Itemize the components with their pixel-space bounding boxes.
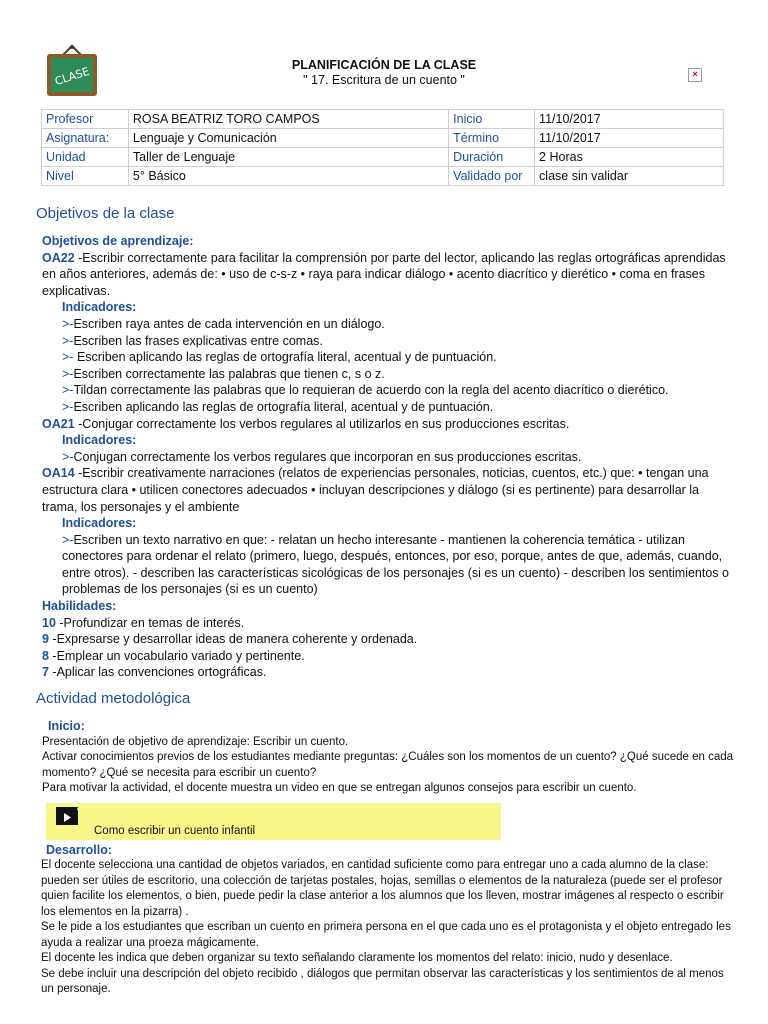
page-subtitle: " 17. Escritura de un cuento " — [303, 73, 465, 87]
video-link[interactable] — [46, 803, 501, 840]
table-row — [42, 148, 724, 167]
inicio-paragraph: Presentación de objetivo de aprendizaje: Escribir un cuento. — [42, 735, 349, 748]
unidad-label: Unidad — [42, 148, 129, 167]
indicator-item: >-Escriben correctamente las palabras que tienen c, s o z. — [62, 366, 385, 381]
desarrollo-paragraph: El docente selecciona una cantidad de objetos variados, en cantidad suficiente como para entregar uno a cada alumno de la clase: pueden ser útiles de escritorio, una colección de tarjetas postales, hojas, semillas o elementos de la naturaleza (puede ser el profesor quien facilite los elementos, o bien, puede pedir la clase anterior a los alumnos que los lleven, mostrar imágenes al respecto o escribir los elementos en la pizarra) . — [41, 859, 724, 918]
habilidad-item: 7 -Aplicar las convenciones ortográficas. — [42, 665, 267, 680]
termino-label: Término — [449, 129, 535, 148]
oa14-text: -Escribir creativamente narraciones (relatos de experiencias personales, noticias, cuentos, etc.) que: • tengan una estructura clara • utilicen conectores adecuados • incluyan descripciones y diálogo (si es pertinente) para desarrollar la trama, los personajes y el ambiente — [42, 466, 709, 514]
desarrollo-paragraph: Se le pide a los estudiantes que escriban un cuento en primera persona en el que cada uno es el protagonista y el objeto entregado les ayuda a realizar una proeza mágicamente. — [41, 921, 731, 949]
indicator-item: >-Tildan correctamente las palabras que lo requieran de acuerdo con la regla del acento diacrítico o dierético. — [62, 383, 669, 398]
unidad-value: Taller de Lenguaje — [128, 148, 448, 167]
asignatura-label: Asignatura: — [42, 129, 129, 148]
oa14-objective — [42, 465, 736, 515]
oa22-text: -Escribir correctamente para facilitar la comprensión por parte del lector, aplicando las reglas ortográficas aprendidas en años anteriores, además de: • uso de c-s-z • raya para indicar diálogo • acento diacrítico y dierético • coma en frases explicativas. — [42, 250, 726, 298]
termino-value: 11/10/2017 — [535, 129, 724, 148]
objetivos-heading: Objetivos de la clase — [36, 205, 175, 222]
main-content — [36, 204, 736, 998]
validado-value: clase sin validar — [535, 167, 724, 186]
svg-text:CLASE: CLASE — [53, 64, 92, 89]
actividad-heading: Actividad metodológica — [36, 690, 191, 708]
inicio-heading: Inicio: — [48, 719, 85, 734]
duracion-label: Duración — [449, 148, 535, 167]
desarrollo-heading: Desarrollo: — [46, 842, 112, 857]
table-row — [42, 110, 724, 129]
oa21-objective — [42, 416, 736, 433]
video-icon — [56, 807, 78, 825]
video-label[interactable]: Como escribir un cuento infantil — [94, 824, 256, 837]
habilidad-item: 10 -Profundizar en temas de interés. — [42, 615, 245, 630]
asignatura-value: Lenguaje y Comunicación — [128, 129, 448, 148]
oa14-code: OA14 — [42, 466, 75, 481]
oa22-objective — [42, 250, 736, 300]
aprendizaje-heading: Objetivos de aprendizaje: — [42, 234, 194, 248]
profesor-label: Profesor — [42, 110, 129, 129]
oa22-code: OA22 — [42, 250, 75, 265]
close-icon[interactable]: × — [688, 68, 702, 82]
indicator-item: >-Escriben aplicando las reglas de ortografía literal, acentual y de puntuación. — [62, 399, 494, 414]
desarrollo-paragraph: El docente les indica que deben organizar su texto señalando claramente los momentos del relato: inicio, nudo y desenlace. — [41, 952, 673, 965]
page-title: PLANIFICACIÓN DE LA CLASE — [291, 58, 477, 72]
duracion-value: 2 Horas — [535, 148, 724, 167]
class-info-table — [41, 109, 724, 186]
indicator-item: >-Conjugan correctamente los verbos regulares que incorporan en sus producciones escritas. — [62, 449, 582, 464]
inicio-paragraph: Para motivar la actividad, el docente muestra un video en que se entregan algunos consejos para escribir un cuento. — [42, 782, 637, 795]
indicadores-heading: Indicadores: — [62, 516, 137, 531]
indicator-item: >-Escriben las frases explicativas entre comas. — [62, 333, 323, 348]
habilidades-heading: Habilidades: — [42, 599, 117, 614]
indicadores-heading: Indicadores: — [62, 300, 137, 315]
inicio-paragraph: Activar conocimientos previos de los estudiantes mediante preguntas: ¿Cuáles son los momentos de un cuento? ¿Qué sucede en cada momento? ¿Qué se necesita para escribir un cuento? — [42, 751, 734, 779]
indicator-item: >-Escriben un texto narrativo en que: - relatan un hecho interesante - mantienen la coherencia temática - utilizan conectores para ordenar el relato (primero, luego, después, entonces, por eso, porque, antes de que, además, cuando, entre otros). - describen las características sicológicas de los personajes (si es un cuento) - describen los sentimientos o problemas de los personajes (si es un cuento) — [62, 532, 729, 597]
oa21-code: OA21 — [42, 416, 75, 431]
inicio-value: 11/10/2017 — [535, 110, 724, 129]
nivel-value: 5° Básico — [128, 167, 448, 186]
profesor-value: ROSA BEATRIZ TORO CAMPOS — [128, 110, 448, 129]
indicadores-heading: Indicadores: — [62, 433, 137, 448]
page-header — [0, 58, 768, 88]
nivel-label: Nivel — [42, 167, 129, 186]
indicator-item: >- Escriben aplicando las reglas de ortografía literal, acentual y de puntuación. — [62, 350, 497, 365]
indicator-item: >-Escriben raya antes de cada intervención en un diálogo. — [62, 316, 385, 331]
habilidad-item: 8 -Emplear un vocabulario variado y pertinente. — [42, 648, 305, 663]
table-row — [42, 167, 724, 186]
table-row — [42, 129, 724, 148]
desarrollo-paragraph: Se debe incluir una descripción del objeto recibido , diálogos que permitan observar las características y los sentimientos de al menos un personaje. — [41, 967, 724, 996]
inicio-label: Inicio — [449, 110, 535, 129]
validado-label: Validado por — [449, 167, 535, 186]
oa21-text: -Conjugar correctamente los verbos regulares al utilizarlos en sus producciones escritas. — [74, 416, 570, 431]
habilidad-item: 9 -Expresarse y desarrollar ideas de manera coherente y ordenada. — [42, 632, 418, 647]
